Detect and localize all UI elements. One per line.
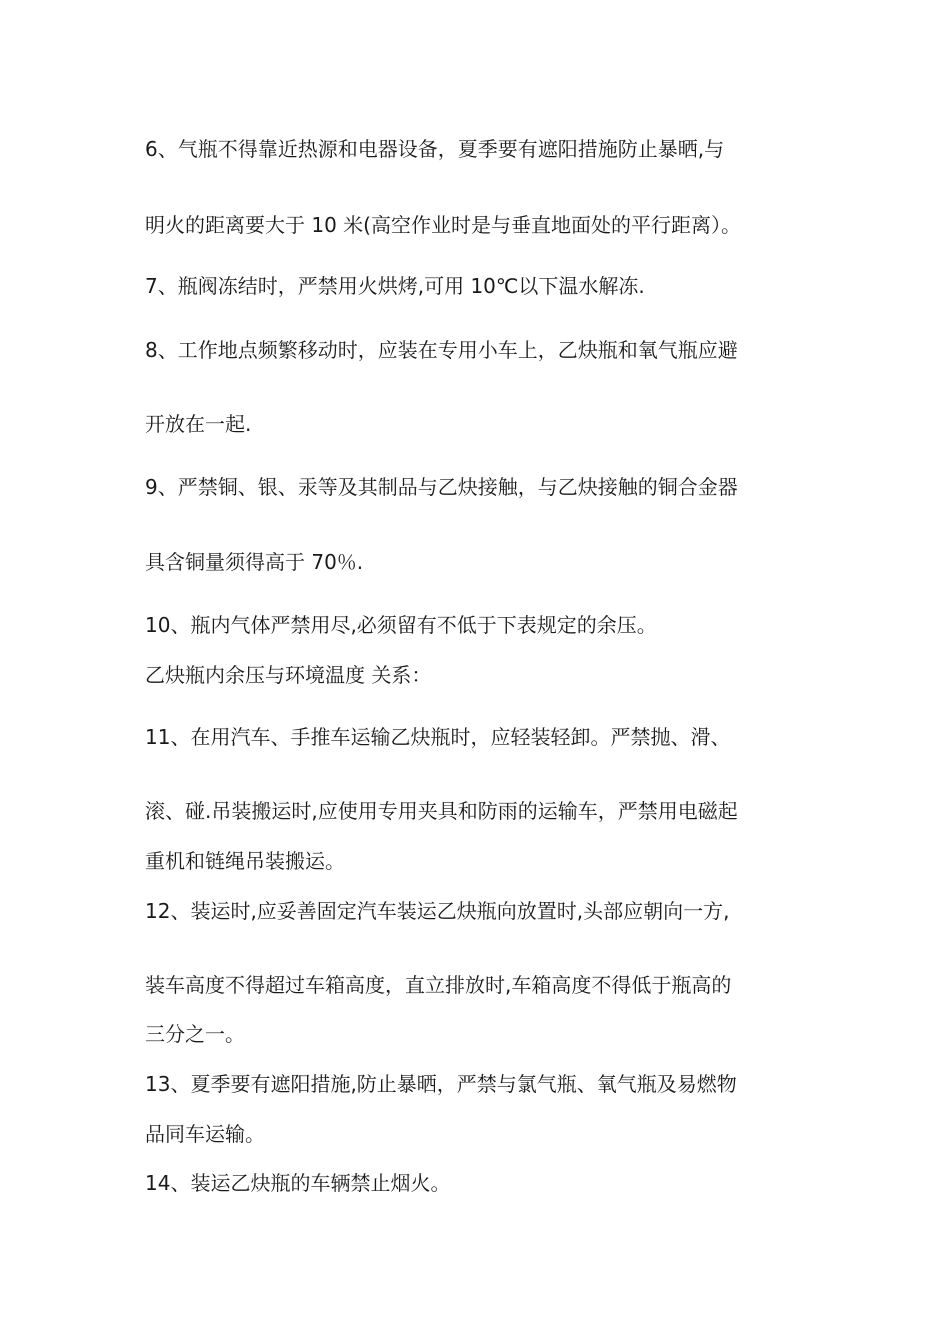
rule-11-line-2: 滚、碰.吊装搬运时,应使用专用夹具和防雨的运输车，严禁用电磁起: [145, 799, 738, 823]
rule-11-line-3: 重机和链绳吊装搬运。: [145, 849, 345, 873]
rule-14-line-1: 14、装运乙炔瓶的车辆禁止烟火。: [145, 1171, 451, 1195]
rule-11-line-1: 11、在用汽车、手推车运输乙炔瓶时，应轻装轻卸。严禁抛、滑、: [145, 725, 731, 749]
rule-7-line-1: 7、瓶阀冻结时，严禁用火烘烤,可用 10℃以下温水解冻.: [145, 274, 645, 298]
rule-8-line-1: 8、工作地点频繁移动时，应装在专用小车上，乙炔瓶和氧气瓶应避: [145, 338, 738, 362]
rule-13-line-2: 品同车运输。: [145, 1122, 265, 1146]
rule-9-line-1: 9、严禁铜、银、汞等及其制品与乙炔接触，与乙炔接触的铜合金器: [145, 475, 738, 499]
rule-13-line-1: 13、夏季要有遮阳措施,防止暴晒，严禁与氯气瓶、氧气瓶及易燃物: [145, 1072, 737, 1096]
rule-12-line-1: 12、装运时,应妥善固定汽车装运乙炔瓶向放置时,头部应朝向一方,: [145, 899, 730, 923]
rule-12-line-2: 装车高度不得超过车箱高度，直立排放时,车箱高度不得低于瓶高的: [145, 973, 732, 997]
rule-10-line-1: 10、瓶内气体严禁用尽,必须留有不低于下表规定的余压。: [145, 613, 657, 637]
rule-8-line-2: 开放在一起.: [145, 412, 252, 436]
rule-9-line-2: 具含铜量须得高于 70％.: [145, 550, 364, 574]
rule-12-line-3: 三分之一。: [145, 1022, 245, 1046]
pressure-table-caption: 乙炔瓶内余压与环境温度 关系：: [145, 663, 432, 687]
rule-6-line-2: 明火的距离要大于 10 米(高空作业时是与垂直地面处的平行距离）。: [145, 213, 741, 237]
rule-6-line-1: 6、气瓶不得靠近热源和电器设备，夏季要有遮阳措施防止暴晒,与: [145, 137, 725, 161]
